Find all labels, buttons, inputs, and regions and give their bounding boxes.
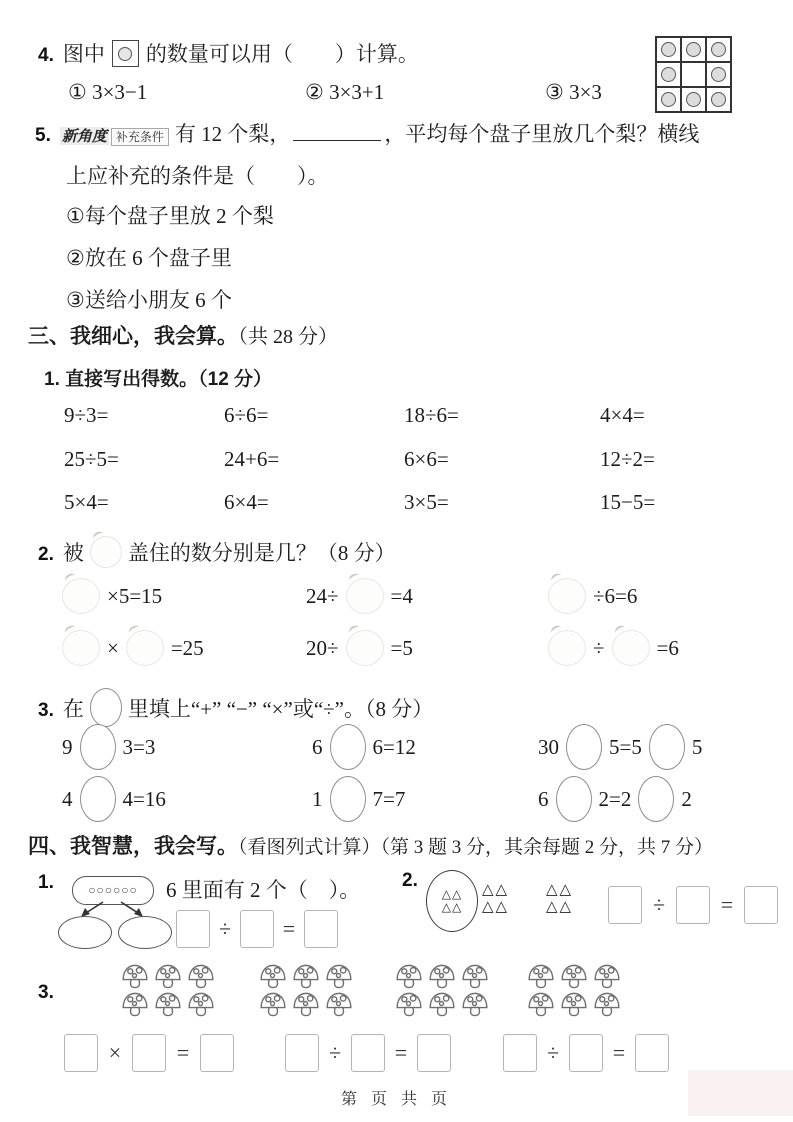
- multiply-sign: ×: [108, 1040, 122, 1065]
- cover-circle[interactable]: [62, 630, 100, 666]
- mushroom-group: [258, 963, 357, 1019]
- triangle-group: [546, 882, 573, 917]
- operator-equation: [538, 724, 702, 770]
- grid-dot: [661, 42, 676, 57]
- question-4-line: [38, 38, 419, 68]
- q4-option-3: ③ 3×3: [545, 80, 602, 104]
- grid-cell: [656, 87, 681, 112]
- triangle-row: △△: [546, 882, 574, 898]
- badge-tag: 补充条件: [111, 128, 169, 146]
- triangle-group: [482, 882, 509, 917]
- grid-cell: [706, 62, 731, 87]
- operator-circle[interactable]: [649, 724, 685, 770]
- mushroom-icon: [526, 991, 556, 1017]
- mushroom-icon: [559, 963, 589, 989]
- item-3-heading-post: 里填上“+” “−” “×”或“÷”。（8 分）: [127, 697, 434, 721]
- mushroom-icon: [460, 963, 490, 989]
- operator-circle[interactable]: [638, 776, 674, 822]
- equation-part: 6: [312, 734, 323, 759]
- operator-equation: [538, 776, 692, 822]
- covered-equation: [62, 630, 204, 666]
- equation: 6÷6=: [224, 403, 269, 427]
- section-4-title: [28, 830, 713, 860]
- cover-circle[interactable]: [62, 578, 100, 614]
- equation: 4×4=: [600, 403, 645, 427]
- section-3-score: （共 28 分）: [238, 326, 338, 348]
- equals-sign: =: [612, 1040, 626, 1065]
- equation: 24+6=: [224, 447, 280, 471]
- mushroom-icon: [394, 963, 424, 989]
- grid-dot: [686, 92, 701, 107]
- mushroom-icon: [291, 991, 321, 1017]
- item-2-heading: [38, 536, 396, 568]
- scan-artifact: [688, 1070, 793, 1116]
- equation-part: 6: [538, 786, 549, 811]
- equation-part: 3=3: [122, 734, 156, 759]
- mushroom-icon: [592, 963, 622, 989]
- answer-box[interactable]: [744, 886, 778, 924]
- item-2-heading-pre: 被: [62, 541, 84, 565]
- operator-equation: [312, 776, 405, 822]
- mushroom-group: [526, 963, 625, 1019]
- operator-equation: [62, 776, 166, 822]
- equation-part: 4=16: [122, 786, 166, 811]
- grid-cell: [681, 87, 706, 112]
- grid-dot: [661, 67, 676, 82]
- cover-circle-icon: [90, 536, 122, 568]
- mushroom-icon: [120, 963, 150, 989]
- equation: 6×4=: [224, 490, 269, 514]
- equation: 18÷6=: [404, 403, 459, 427]
- covered-equation: [62, 578, 162, 614]
- equation: 25÷5=: [64, 447, 119, 471]
- badge-brand: 新角度: [61, 127, 107, 145]
- mushroom-icon: [258, 963, 288, 989]
- s4q3-equation-3: [503, 1034, 669, 1072]
- mushroom-icon: [291, 963, 321, 989]
- section-4-subtitle: （看图列式计算）（第 3 题 3 分，其余每题 2 分，共 7 分）: [238, 837, 714, 858]
- operator-circle[interactable]: [330, 776, 366, 822]
- item-1-heading: [44, 364, 272, 391]
- operator-equation: [62, 724, 155, 770]
- s4q3-number: 3.: [38, 982, 54, 1003]
- triangle-row: △△: [482, 899, 510, 916]
- grid-cell: [656, 62, 681, 87]
- operator-circle-icon: [90, 688, 122, 727]
- cover-circle[interactable]: [346, 630, 384, 666]
- section-3-title: [28, 320, 338, 350]
- equation-part: 2: [681, 786, 692, 811]
- item-2-heading-post: 盖住的数分别是几？（8 分）: [127, 541, 396, 565]
- operator-circle[interactable]: [556, 776, 592, 822]
- cover-circle[interactable]: [548, 630, 586, 666]
- answer-box[interactable]: [351, 1034, 385, 1072]
- operator-equation: [312, 724, 416, 770]
- grid-dot: [686, 42, 701, 57]
- equation-part: ×5=15: [107, 583, 163, 608]
- dot-grid-figure: [655, 36, 732, 113]
- equation-part: =6: [656, 635, 679, 660]
- grid-dot: [711, 42, 726, 57]
- q5-number: 5.: [35, 125, 51, 146]
- equation: 15−5=: [600, 490, 656, 514]
- covered-equation: [306, 630, 413, 666]
- grid-cell: [706, 87, 731, 112]
- item-1-heading-text: 1. 直接写出得数。（12 分）: [44, 369, 273, 390]
- answer-box[interactable]: [176, 910, 210, 948]
- triangle-row: △△: [482, 882, 510, 898]
- mushroom-icon: [324, 991, 354, 1017]
- mushroom-icon: [592, 991, 622, 1017]
- item-3-heading: [38, 688, 433, 727]
- s4q3-equation-1: [64, 1034, 234, 1072]
- equation: 6×6=: [404, 447, 449, 471]
- equation-part: 5=5: [609, 734, 642, 759]
- answer-box[interactable]: [304, 910, 338, 948]
- circle-in-square-icon: [112, 40, 139, 67]
- q5-option-2: ②放在 6 个盘子里: [66, 246, 232, 270]
- q5-option-3: ③送给小朋友 6 个: [66, 288, 232, 312]
- item-3-heading-pre: 在: [62, 697, 84, 721]
- triangle-row: △△: [441, 900, 463, 914]
- equation-part: 5: [691, 734, 703, 759]
- divide-sign: ÷: [218, 916, 232, 941]
- grid-cell: [706, 37, 731, 62]
- equation-part: =4: [390, 583, 413, 608]
- operator-circle[interactable]: [330, 724, 366, 770]
- equation-part: 30: [538, 734, 559, 759]
- grid-dot: [661, 92, 676, 107]
- fill-blank-line[interactable]: [293, 122, 381, 141]
- answer-box[interactable]: [503, 1034, 537, 1072]
- operator-circle[interactable]: [80, 776, 116, 822]
- answer-box[interactable]: [635, 1034, 669, 1072]
- triangle-row: △△: [546, 899, 574, 916]
- mushroom-icon: [394, 991, 424, 1017]
- divide-sign: ÷: [546, 1040, 560, 1065]
- mushroom-group: [394, 963, 493, 1019]
- equation-part: 24÷: [306, 583, 339, 608]
- equation-part: 1: [312, 786, 323, 811]
- item-3-number: 3.: [38, 700, 54, 721]
- cover-circle[interactable]: [126, 630, 164, 666]
- mushroom-icon: [427, 991, 457, 1017]
- page-footer: 第 页 共 页: [340, 1091, 452, 1108]
- equation-part: 2=2: [598, 786, 632, 811]
- grid-cell: [656, 37, 681, 62]
- section-3-title-text: 三、我细心，我会算。: [28, 324, 238, 348]
- mushroom-icon: [526, 963, 556, 989]
- mushroom-icon: [120, 991, 150, 1017]
- covered-equation: [306, 578, 413, 614]
- empty-oval[interactable]: [118, 916, 172, 949]
- equals-sign: =: [720, 892, 734, 917]
- section-4-title-text: 四、我智慧，我会写。: [28, 834, 238, 858]
- equals-sign: =: [176, 1040, 190, 1065]
- question-5-line1: [35, 118, 699, 148]
- equation-part: 4: [62, 786, 73, 811]
- q4-number: 4.: [38, 45, 54, 66]
- answer-box[interactable]: [285, 1034, 319, 1072]
- mushroom-icon: [258, 991, 288, 1017]
- question-5-line2: 上应补充的条件是（ ）。: [66, 164, 329, 188]
- answer-box[interactable]: [417, 1034, 451, 1072]
- equation-part: 9: [62, 734, 73, 759]
- mushroom-group: [120, 963, 219, 1019]
- answer-box[interactable]: [676, 886, 710, 924]
- equation: 12÷2=: [600, 447, 655, 471]
- q5-option-1: ①每个盘子里放 2 个梨: [66, 204, 274, 228]
- q5-text-pre: 有 12 个梨，: [174, 122, 291, 146]
- operator-circle[interactable]: [566, 724, 602, 770]
- item-2-number: 2.: [38, 544, 54, 565]
- q4-option-2: ② 3×3+1: [305, 80, 385, 104]
- q4-text-before: 图中: [62, 42, 105, 66]
- equation-part: 6=12: [372, 734, 416, 759]
- s4q2-equation: [608, 886, 778, 924]
- covered-equation: [548, 630, 679, 666]
- s4q1-number: 1.: [38, 872, 54, 893]
- cover-circle[interactable]: [548, 578, 586, 614]
- equation-part: =25: [170, 635, 204, 660]
- equation: 9÷3=: [64, 403, 109, 427]
- triangle-row: △△: [441, 886, 463, 901]
- equals-sign: =: [282, 916, 296, 941]
- q5-text-post: ，平均每个盘子里放几个梨？横线: [384, 122, 700, 146]
- mushroom-icon: [427, 963, 457, 989]
- equation: 5×4=: [64, 490, 109, 514]
- answer-box[interactable]: [240, 910, 274, 948]
- grid-dot: [711, 67, 726, 82]
- equation-part: 7=7: [372, 786, 406, 811]
- answer-box[interactable]: [200, 1034, 234, 1072]
- mushroom-icon: [153, 991, 183, 1017]
- mushroom-icon: [559, 991, 589, 1017]
- answer-box[interactable]: [64, 1034, 98, 1072]
- q4-text-after: 的数量可以用（ ）计算。: [145, 42, 419, 66]
- cover-circle[interactable]: [612, 630, 650, 666]
- empty-oval[interactable]: [58, 916, 112, 949]
- mushroom-icon: [460, 991, 490, 1017]
- operator-circle[interactable]: [80, 724, 116, 770]
- covered-equation: [548, 578, 637, 614]
- small-circles: ○○○○○○: [88, 883, 138, 897]
- mushroom-icon: [153, 963, 183, 989]
- answer-box[interactable]: [132, 1034, 166, 1072]
- s4q1-text: 6 里面有 2 个（ ）。: [166, 878, 361, 902]
- equation: 3×5=: [404, 490, 449, 514]
- divide-sign: ÷: [328, 1040, 342, 1065]
- divide-sign: ÷: [652, 892, 666, 917]
- answer-box[interactable]: [569, 1034, 603, 1072]
- circled-triangle-group: [426, 870, 478, 932]
- s4q1-equation: [176, 910, 338, 948]
- equation-part: 20÷: [306, 635, 339, 660]
- mushroom-icon: [324, 963, 354, 989]
- grid-cell-empty: [681, 62, 706, 87]
- mushroom-icon: [186, 963, 216, 989]
- grid-dot: [711, 92, 726, 107]
- s4q2-number: 2.: [402, 870, 418, 891]
- equation-part: =5: [390, 635, 413, 660]
- s4q3-equation-2: [285, 1034, 451, 1072]
- equation-part: ×: [107, 635, 119, 660]
- answer-box[interactable]: [608, 886, 642, 924]
- q4-option-1: ① 3×3−1: [68, 80, 148, 104]
- grid-cell: [681, 37, 706, 62]
- equals-sign: =: [394, 1040, 408, 1065]
- mushroom-icon: [186, 991, 216, 1017]
- cover-circle[interactable]: [346, 578, 384, 614]
- equation-part: ÷: [593, 635, 605, 660]
- equation-part: ÷6=6: [593, 583, 638, 608]
